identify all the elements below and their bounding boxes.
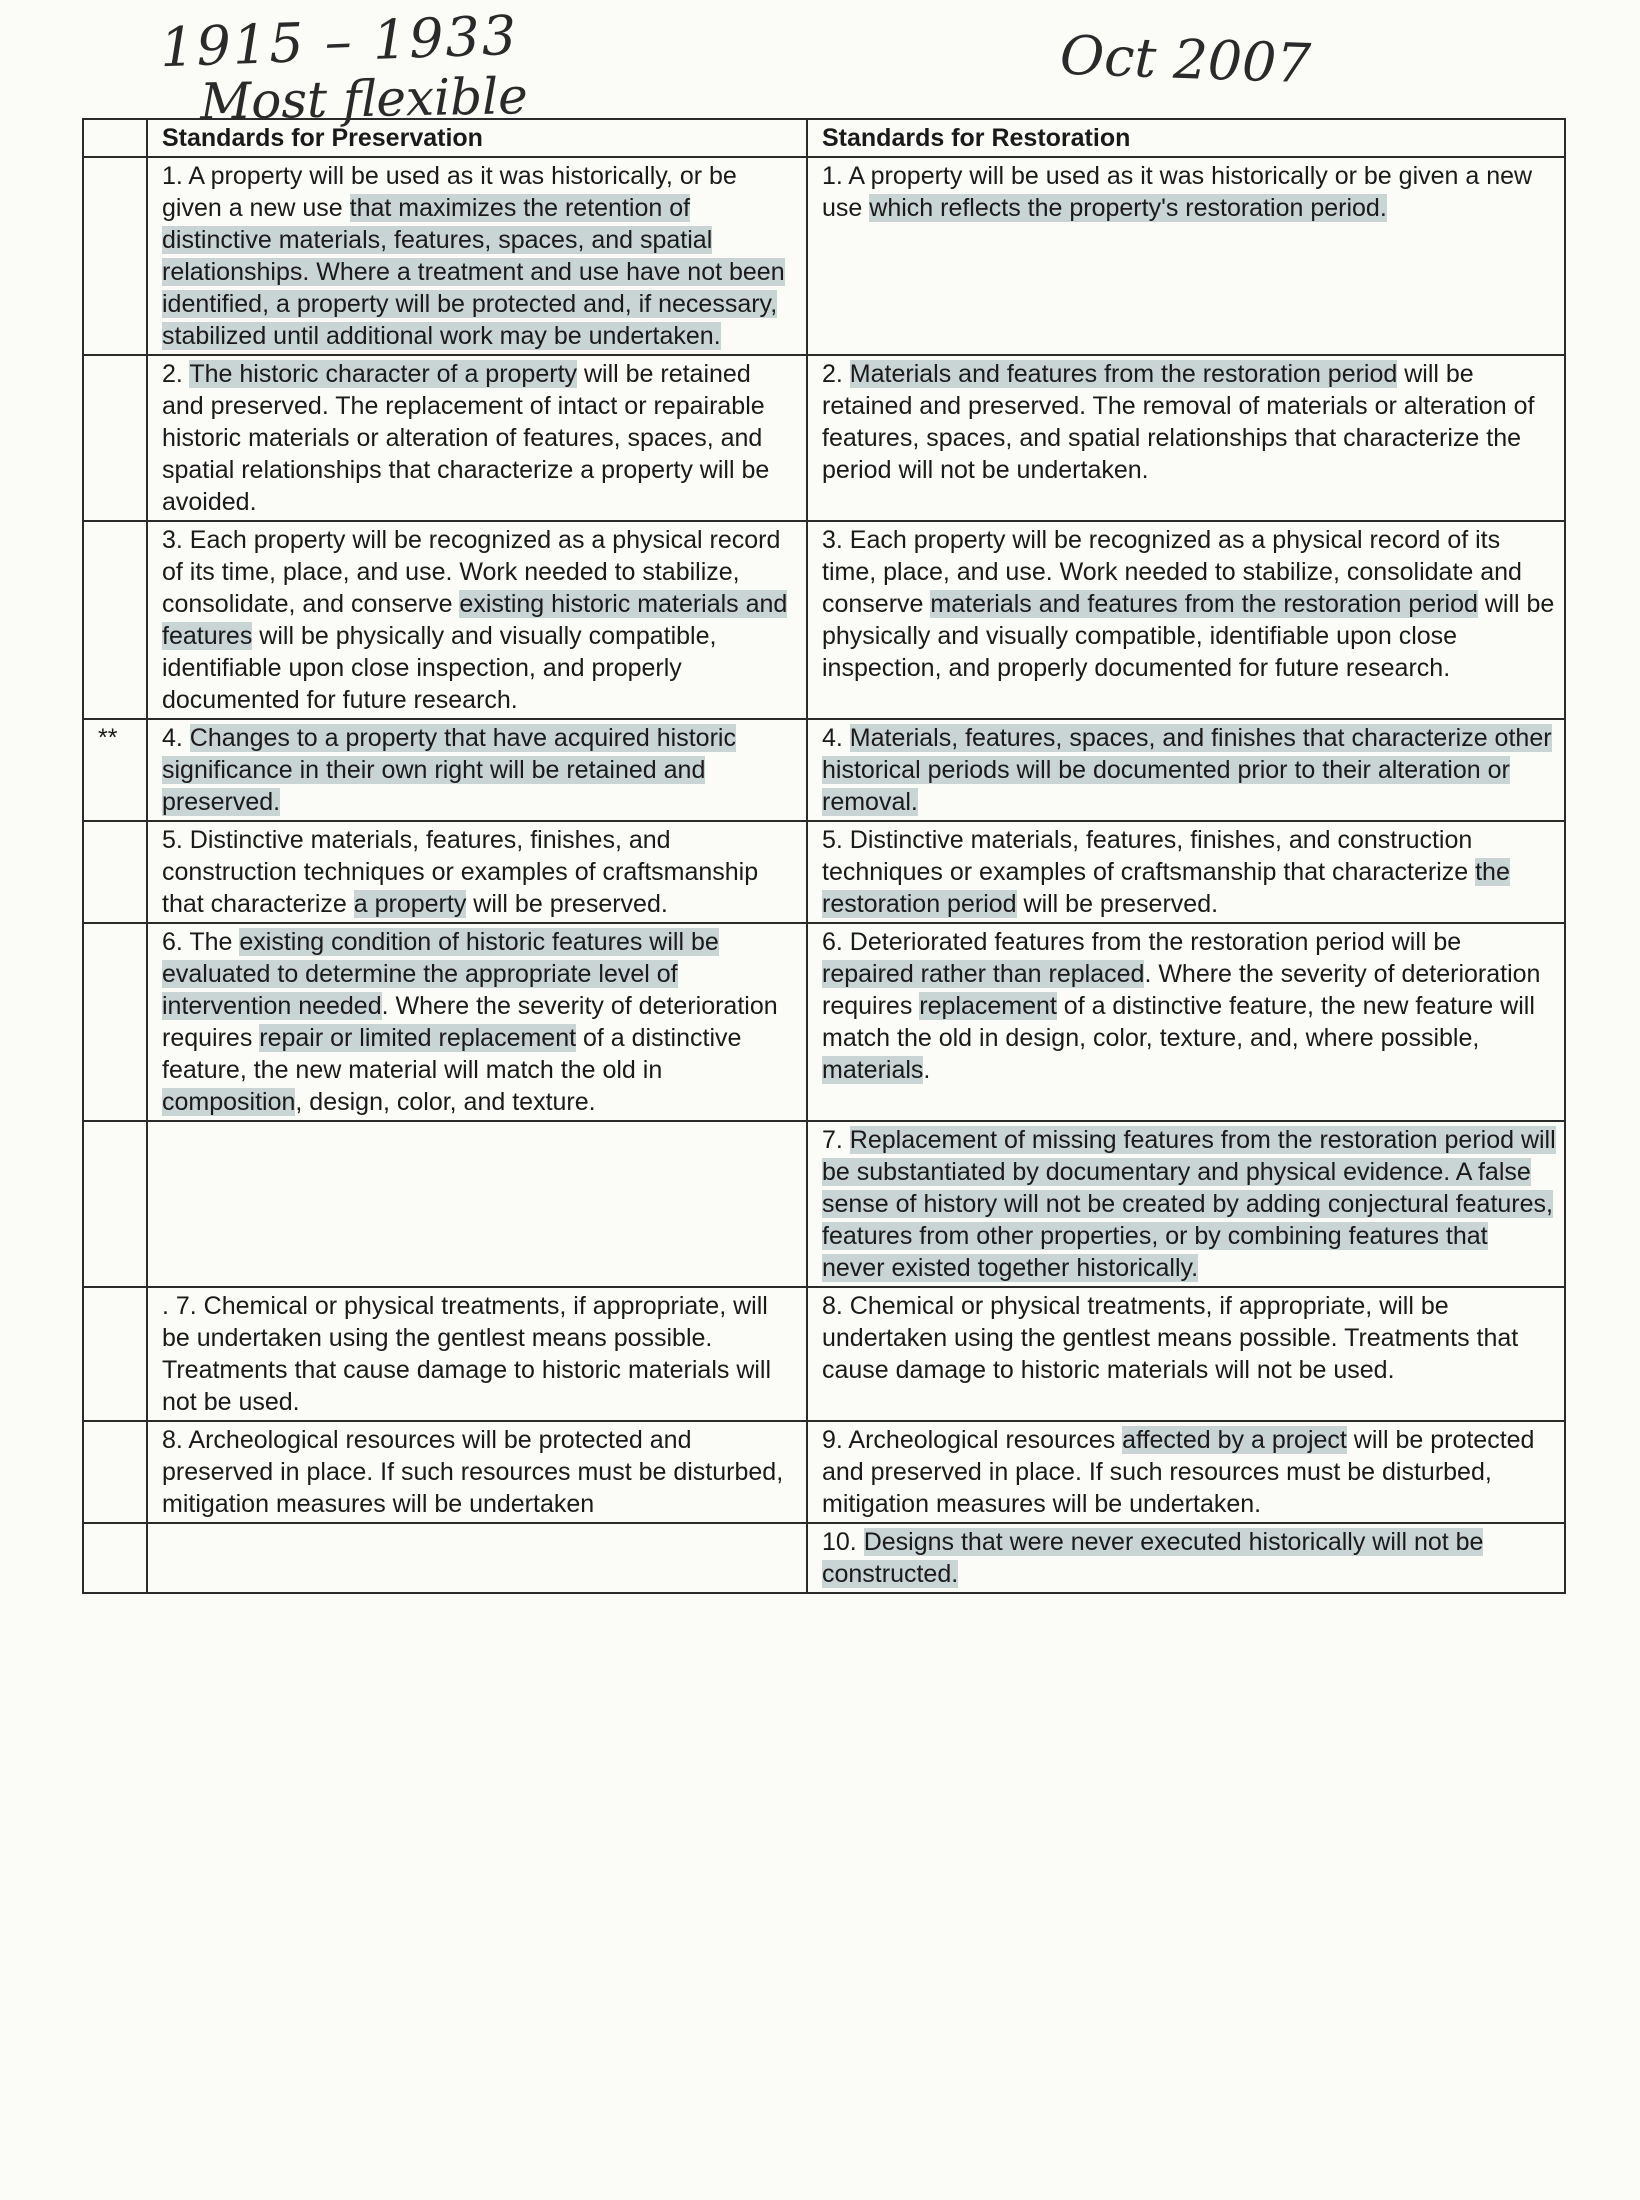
highlighted-text: Materials and features from the restoration period — [849, 360, 1398, 388]
highlighted-text: repaired rather than replaced — [822, 960, 1145, 988]
preservation-standard-cell — [147, 521, 807, 719]
preservation-standard-cell — [147, 157, 807, 355]
row-marker — [83, 157, 147, 355]
restoration-standard-cell — [807, 1421, 1565, 1523]
row-marker — [83, 1421, 147, 1523]
restoration-standard-cell — [807, 923, 1565, 1121]
standard-text: will be retained and preserved. The replacement of intact or repairable historic materials or alteration of features, spaces, and spatial relationships that characterize a property will be avoided. — [162, 360, 770, 516]
preservation-standard-cell — [147, 355, 807, 521]
highlighted-text: a property — [353, 890, 467, 918]
standard-text: 6. Deteriorated features from the restoration period will be — [822, 928, 1462, 956]
restoration-standard-cell — [807, 157, 1565, 355]
standard-text: 5. Distinctive materials, features, finishes, and construction techniques or examples of craftsmanship that characterize — [162, 826, 759, 918]
standard-text: will be physically and visually compatible, identifiable upon close inspection, and properly documented for future research. — [822, 590, 1555, 682]
row-marker — [83, 355, 147, 521]
highlighted-text: materials and features from the restoration period — [930, 590, 1478, 618]
row-marker — [83, 521, 147, 719]
table-row — [83, 1523, 1565, 1593]
table-row — [83, 157, 1565, 355]
preservation-standard-cell — [147, 923, 807, 1121]
restoration-standard-cell — [807, 719, 1565, 821]
standard-text: 10. — [822, 1528, 864, 1556]
table-row — [83, 719, 1565, 821]
preservation-standard-cell — [147, 719, 807, 821]
standard-text: 2. — [162, 360, 190, 388]
restoration-column-header: Standards for Restoration — [807, 119, 1565, 157]
standard-text: 8. Archeological resources will be protected and preserved in place. If such resources must be disturbed, mitigation measures will be undertaken — [162, 1426, 784, 1518]
standard-text: of a distinctive feature, the new material will match the old in — [162, 1024, 742, 1084]
standard-text: . 7. Chemical or physical treatments, if appropriate, will be undertaken using the gentlest means possible. Treatments that cause damage to historic materials will not be used. — [162, 1292, 772, 1416]
preservation-standard-cell — [147, 1523, 807, 1593]
standard-text: will be preserved. — [466, 890, 668, 918]
restoration-standard-cell — [807, 821, 1565, 923]
highlighted-text: affected by a project — [1122, 1426, 1347, 1454]
standard-text: 3. Each property will be recognized as a physical record of its time, place, and use. Work needed to stabilize, consolidate, and conserve — [162, 526, 781, 618]
standard-text: 7. — [822, 1126, 850, 1154]
preservation-standard-cell — [147, 821, 807, 923]
highlighted-text: replacement — [919, 992, 1057, 1020]
row-marker — [83, 821, 147, 923]
restoration-standard-cell — [807, 1523, 1565, 1593]
row-marker — [83, 1287, 147, 1421]
table-row — [83, 1421, 1565, 1523]
standard-text: 4. — [162, 724, 190, 752]
highlighted-text: composition — [162, 1088, 296, 1116]
restoration-standard-cell — [807, 355, 1565, 521]
standard-text: 4. — [822, 724, 850, 752]
standard-text: , design, color, and texture. — [295, 1088, 596, 1116]
restoration-standard-cell — [807, 1121, 1565, 1287]
standard-text: of a distinctive feature, the new feature will match the old in design, color, texture, and, where possible, — [822, 992, 1535, 1052]
preservation-standard-cell — [147, 1421, 807, 1523]
preservation-column-header: Standards for Preservation — [147, 119, 807, 157]
highlighted-text: Replacement of missing features from the restoration period will be substantiated by documentary and physical evidence. A false sense of history will not be created by adding conjectural features, features from other properties, or by combining features that never existed together historically. — [822, 1126, 1556, 1282]
table-header-row — [83, 119, 1565, 157]
standard-text: 6. The — [162, 928, 240, 956]
row-marker: ** — [83, 719, 147, 821]
highlighted-text: Changes to a property that have acquired historic significance in their own right will be retained and preserved. — [162, 724, 736, 816]
table-row — [83, 1287, 1565, 1421]
row-marker — [83, 1523, 147, 1593]
table-row — [83, 821, 1565, 923]
standard-text: 1. A property will be used as it was historically, or be given a new use — [162, 162, 737, 222]
handwritten-years-note: 1915 – 1933 — [159, 3, 520, 80]
standard-text: 3. Each property will be recognized as a physical record of its time, place, and use. Work needed to stabilize, consolidate and conserve — [822, 526, 1522, 618]
highlighted-text: the restoration period — [822, 858, 1510, 918]
highlighted-text: which reflects the property's restoration period. — [869, 194, 1387, 222]
standard-text: . — [923, 1056, 931, 1084]
standard-text: 8. Chemical or physical treatments, if appropriate, will be undertaken using the gentlest means possible. Treatments that cause damage to historic materials will not be used. — [822, 1292, 1519, 1384]
highlighted-text: existing historic materials and features — [162, 590, 788, 650]
table-row — [83, 923, 1565, 1121]
preservation-standard-cell — [147, 1121, 807, 1287]
table-row — [83, 355, 1565, 521]
standard-text: 5. Distinctive materials, features, finishes, and construction techniques or examples of craftsmanship that characterize — [822, 826, 1476, 886]
standard-text: will be retained and preserved. The removal of materials or alteration of features, spaces, and spatial relationships that characterize the period will not be undertaken. — [822, 360, 1535, 484]
row-marker — [83, 1121, 147, 1287]
restoration-standard-cell — [807, 1287, 1565, 1421]
standard-text: will be physically and visually compatible, identifiable upon close inspection, and properly documented for future research. — [162, 622, 717, 714]
row-marker — [83, 923, 147, 1121]
restoration-standard-cell — [807, 521, 1565, 719]
highlighted-text: existing condition of historic features will be evaluated to determine the appropriate level of intervention needed — [162, 928, 719, 1020]
highlighted-text: repair or limited replacement — [259, 1024, 577, 1052]
standard-text: . Where the severity of deterioration requires — [162, 992, 778, 1052]
standard-text: will be protected and preserved in place. If such resources must be disturbed, mitigation measures will be undertaken. — [822, 1426, 1535, 1518]
handwritten-date-note: Oct 2007 — [1058, 23, 1312, 96]
highlighted-text: that maximizes the retention of distinctive materials, features, spaces, and spatial relationships. Where a treatment and use have not been identified, a property will be protected and, if necessary, stabilized until additional work may be undertaken. — [162, 194, 785, 350]
standards-comparison-table — [82, 118, 1566, 1594]
standard-text: . Where the severity of deterioration requires — [822, 960, 1541, 1020]
standard-text: 2. — [822, 360, 850, 388]
preservation-standard-cell — [147, 1287, 807, 1421]
handwritten-flexibility-note: Most flexible — [199, 67, 529, 131]
standard-text: 9. Archeological resources — [822, 1426, 1123, 1454]
highlighted-text: The historic character of a property — [189, 360, 578, 388]
table-body — [83, 157, 1565, 1593]
highlighted-text: Materials, features, spaces, and finishes that characterize other historical periods will be documented prior to their alteration or removal. — [822, 724, 1552, 816]
highlighted-text: materials — [822, 1056, 924, 1084]
table-row — [83, 1121, 1565, 1287]
table-row — [83, 521, 1565, 719]
standard-text: will be preserved. — [1016, 890, 1219, 918]
marker-column-header — [83, 119, 147, 157]
highlighted-text: Designs that were never executed historically will not be constructed. — [822, 1528, 1484, 1588]
standard-text: 1. A property will be used as it was historically or be given a new use — [822, 162, 1533, 222]
